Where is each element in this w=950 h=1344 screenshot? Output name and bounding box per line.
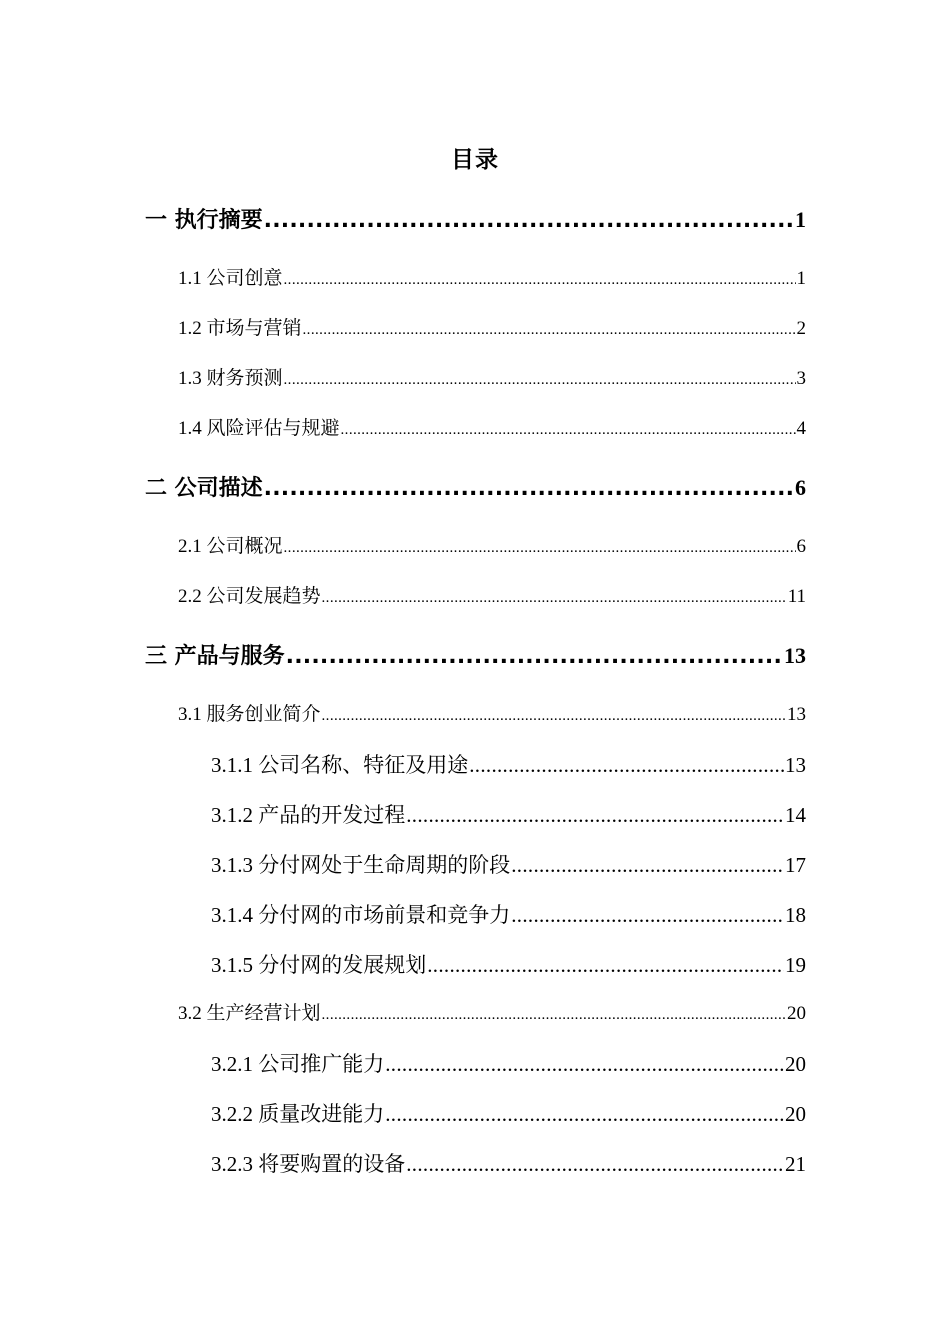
toc-entry-label: 3.2.3 将要购置的设备 [211,1152,406,1176]
toc-leader-dots [385,1049,784,1079]
toc-leader-dots [264,205,794,236]
toc-entry[interactable] [178,583,806,611]
toc-entry[interactable] [178,533,806,561]
toc-entry-page: 4 [796,418,806,439]
toc-entry-label: 3.1 服务创业简介 [178,704,321,725]
toc-entry-page: 6 [795,475,806,500]
toc-leader-dots [406,1149,784,1179]
toc-entry-page: 13 [784,643,806,668]
toc-leader-dots [284,365,796,393]
toc-entry[interactable] [211,800,806,830]
toc-entry[interactable] [145,472,806,504]
toc-entry-label: 3.1.2 产品的开发过程 [211,803,406,827]
toc-leader-dots [469,750,784,780]
toc-title: 目录 [451,147,499,173]
toc-entry[interactable] [178,315,806,343]
toc-entry-page: 14 [785,803,806,827]
toc-entry-page: 17 [785,853,806,877]
toc-leader-dots [284,533,796,561]
toc-entry[interactable] [211,1049,806,1079]
toc-entry-label: 3.2.2 质量改进能力 [211,1102,385,1126]
toc-entry-label: 2.2 公司发展趋势 [178,586,321,607]
toc-entry[interactable] [178,1000,806,1028]
toc-leader-dots [511,850,784,880]
toc-entry-page: 1 [796,268,806,289]
toc-entry[interactable] [211,750,806,780]
toc-leader-dots [341,415,796,443]
toc-entry-page: 13 [785,753,806,777]
toc-entry-label: 2.1 公司概况 [178,536,283,557]
toc-entry-label: 3.2 生产经营计划 [178,1003,321,1024]
toc-entry-page: 20 [787,1003,806,1024]
toc-entry-label: 3.1.3 分付网处于生命周期的阶段 [211,853,511,877]
toc-leader-dots [385,1099,784,1129]
toc-leader-dots [303,315,796,343]
toc-entry-page: 18 [785,903,806,927]
toc-entry-page: 1 [795,207,806,232]
toc-entry-label: 3.2.1 公司推广能力 [211,1052,385,1076]
toc-entry-label: 三 产品与服务 [145,644,285,669]
toc-entry-page: 3 [796,368,806,389]
toc-entry-page: 21 [785,1152,806,1176]
toc-leader-dots [511,900,784,930]
toc-entry[interactable] [178,415,806,443]
toc-entry-label: 1.2 市场与营销 [178,318,302,339]
toc-entry[interactable] [178,365,806,393]
toc-leader-dots [427,950,784,980]
toc-leader-dots [322,583,787,611]
toc-entry[interactable] [178,701,806,729]
toc-entry-page: 19 [785,953,806,977]
toc-entry[interactable] [145,640,806,672]
toc-entry[interactable] [145,204,806,236]
toc-entry-label: 1.3 财务预测 [178,368,283,389]
toc-entry-page: 2 [796,318,806,339]
toc-entry-page: 20 [785,1052,806,1076]
toc-leader-dots [284,265,796,293]
toc-leader-dots [264,473,794,504]
toc-entry[interactable] [211,1149,806,1179]
toc-entry[interactable] [211,950,806,980]
toc-entry-page: 20 [785,1102,806,1126]
toc-entry-label: 一 执行摘要 [145,208,263,233]
toc-entry-label: 3.1.5 分付网的发展规划 [211,953,427,977]
toc-entry-label: 二 公司描述 [145,476,263,501]
toc-leader-dots [286,641,783,672]
toc-entry-label: 3.1.1 公司名称、特征及用途 [211,753,469,777]
toc-leader-dots [406,800,784,830]
toc-entry-label: 1.1 公司创意 [178,268,283,289]
toc-entry[interactable] [178,265,806,293]
toc-entry[interactable] [211,900,806,930]
toc-entry-label: 3.1.4 分付网的市场前景和竞争力 [211,903,511,927]
toc-entry-page: 11 [787,586,806,607]
toc-leader-dots [322,701,786,729]
toc-entry[interactable] [211,1099,806,1129]
toc-entry-label: 1.4 风险评估与规避 [178,418,340,439]
toc-entry-page: 6 [796,536,806,557]
toc-leader-dots [322,1000,786,1028]
toc-entry[interactable] [211,850,806,880]
toc-entry-page: 13 [787,704,806,725]
